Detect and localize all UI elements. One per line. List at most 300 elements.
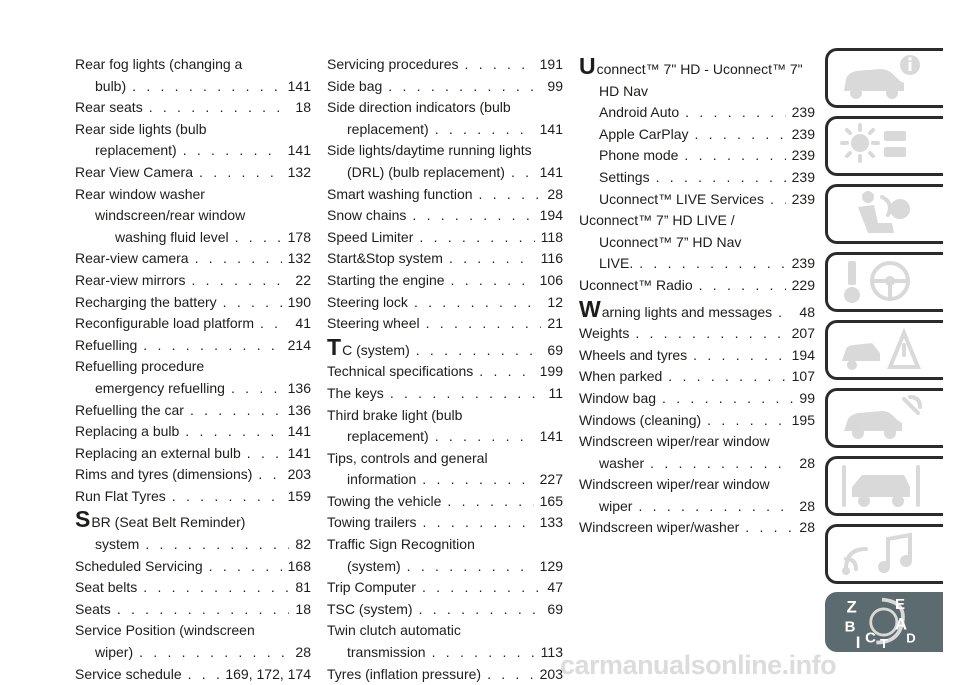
index-entry-text: wiper — [599, 497, 633, 514]
dot-leader — [656, 167, 786, 189]
index-entry-line — [327, 556, 563, 578]
dot-leader — [639, 253, 785, 275]
index-entry[interactable] — [327, 361, 563, 383]
index-entry[interactable] — [579, 410, 815, 432]
page-number[interactable]: 191 — [539, 56, 563, 72]
index-entry-text: Uconnect™ 7” HD LIVE / — [579, 212, 735, 229]
page-number[interactable]: 178 — [287, 228, 311, 245]
dot-leader — [635, 323, 785, 345]
index-entry-text: washing fluid level — [115, 228, 229, 245]
index-entry-text: washer — [599, 454, 645, 471]
index-entry[interactable] — [75, 556, 311, 578]
dot-leader — [139, 642, 289, 664]
index-entry-text: Windscreen wiper/washer — [579, 519, 740, 536]
page-number[interactable]: 141 — [287, 142, 311, 159]
index-entry-line — [327, 361, 563, 383]
dot-leader — [447, 491, 533, 513]
page-number[interactable]: 41 — [295, 315, 311, 332]
index-entry-text: Rear-view camera — [75, 250, 189, 267]
index-entry-text: Scheduled Servicing — [75, 557, 203, 574]
index-entry[interactable] — [327, 664, 563, 685]
dot-leader — [432, 642, 535, 664]
index-entry-line — [75, 464, 311, 486]
index-entry-text: Rear View Camera — [75, 163, 194, 180]
index-entry-line — [75, 76, 311, 98]
index-entry-line — [95, 378, 311, 400]
index-entry-line — [327, 76, 563, 98]
index-entry-text: information — [347, 471, 417, 488]
index-entry-line — [75, 620, 311, 642]
dot-leader — [388, 76, 541, 98]
page-number[interactable]: 129 — [539, 557, 563, 574]
page-number[interactable]: 165 — [539, 492, 563, 509]
page-number[interactable]: 239 — [791, 168, 815, 185]
page-number[interactable]: 194 — [539, 207, 563, 224]
page-number[interactable]: 195 — [791, 411, 815, 428]
index-entry-text: connect™ 7" HD - Uconnect™ 7" — [596, 61, 803, 77]
index-letter: E — [895, 595, 905, 613]
tab-car-info[interactable] — [825, 48, 943, 108]
index-entry[interactable] — [75, 54, 311, 97]
index-entry[interactable] — [579, 145, 815, 167]
index-entry-line — [75, 97, 311, 119]
index-entry[interactable] — [75, 421, 311, 443]
page-number[interactable]: 141 — [539, 120, 563, 137]
index-entry-text: Reconfigurable load platform — [75, 315, 254, 332]
index-entry[interactable] — [579, 323, 815, 345]
index-entry-line — [599, 102, 815, 124]
dot-leader — [145, 534, 289, 556]
index-entry-line — [599, 189, 815, 211]
page-number[interactable]: 28 — [799, 519, 815, 536]
page-number[interactable]: 190 — [287, 293, 311, 310]
index-entry-line — [327, 577, 563, 599]
index-entry-line — [75, 400, 311, 422]
index-entry[interactable] — [75, 443, 311, 465]
tab-multimedia[interactable] — [825, 524, 943, 584]
page-number[interactable]: 118 — [540, 228, 563, 245]
index-entry[interactable] — [75, 184, 311, 206]
index-entry[interactable] — [579, 388, 815, 410]
alphabetical-index-icon — [838, 594, 924, 650]
index-entry[interactable] — [75, 486, 311, 508]
page-number[interactable]: 239 — [791, 147, 815, 164]
index-entry-text: Rear seats — [75, 99, 143, 116]
page-number[interactable]: 141 — [539, 163, 563, 180]
index-entry-line — [327, 664, 563, 685]
index-entry-line — [327, 620, 563, 642]
dot-leader — [191, 270, 289, 292]
page-number[interactable]: 136 — [287, 401, 311, 418]
index-entry-text: BR (Seat Belt Reminder) — [91, 514, 246, 531]
index-entry-text: Servicing procedures — [327, 56, 459, 72]
dot-leader — [143, 577, 289, 599]
index-entry-line — [95, 227, 311, 249]
index-entry[interactable] — [75, 464, 311, 486]
page-number[interactable]: 229 — [791, 276, 815, 293]
index-entry-line — [327, 227, 563, 249]
index-entry[interactable] — [327, 270, 563, 292]
index-entry[interactable] — [75, 313, 311, 335]
tab-car-service[interactable] — [825, 388, 943, 448]
page-number[interactable]: 132 — [287, 250, 311, 267]
index-entry-text: HD Nav — [599, 82, 649, 99]
index-entry[interactable] — [327, 248, 563, 270]
dimensions-icon — [838, 461, 924, 511]
index-entry[interactable] — [327, 534, 563, 577]
index-entry-text: Rear fog lights (changing a — [75, 56, 243, 72]
index-entry[interactable] — [579, 431, 815, 474]
dot-leader — [258, 464, 281, 486]
tab-alphabetical-index[interactable] — [825, 592, 943, 652]
index-entry[interactable] — [579, 167, 815, 189]
page-number[interactable]: 194 — [791, 346, 815, 363]
page-number[interactable]: 168 — [287, 557, 311, 574]
car-warning-icon — [838, 325, 924, 375]
page-number[interactable]: 28 — [547, 185, 563, 202]
page-number[interactable]: 132 — [287, 163, 311, 180]
page-number[interactable]: 113 — [540, 644, 563, 661]
dot-leader — [668, 366, 785, 388]
index-entry-text: Uconnect™ Radio — [579, 276, 693, 293]
dot-leader — [143, 335, 281, 357]
index-entry-text: Android Auto — [599, 104, 680, 121]
index-entry[interactable] — [327, 76, 563, 98]
page-number[interactable]: 47 — [547, 579, 563, 596]
page-number[interactable]: 82 — [295, 536, 311, 553]
index-entry-line — [327, 54, 563, 76]
dot-leader — [419, 227, 534, 249]
dot-leader — [223, 292, 282, 314]
index-entry[interactable] — [75, 599, 311, 621]
index-entry-text: Snow chains — [327, 207, 407, 224]
page-number[interactable]: 239 — [791, 104, 815, 121]
index-entry-line — [327, 270, 563, 292]
dot-leader — [479, 184, 542, 206]
index-entry-text: C (system) — [342, 341, 410, 358]
page-number[interactable]: 199 — [539, 363, 563, 380]
index-entry[interactable] — [75, 577, 311, 599]
index-entry-line — [579, 431, 815, 453]
dot-leader — [407, 556, 534, 578]
page-number[interactable]: 81 — [295, 579, 311, 596]
page-number[interactable]: 136 — [287, 379, 311, 396]
page-number[interactable]: 106 — [539, 271, 563, 288]
dot-leader — [231, 378, 282, 400]
index-entry[interactable] — [579, 295, 815, 324]
page-number[interactable]: 133 — [539, 514, 563, 531]
page-number[interactable]: 107 — [791, 368, 815, 385]
index-entry[interactable] — [579, 53, 815, 102]
index-entry-text: Steering wheel — [327, 315, 420, 332]
index-entry-line — [327, 599, 563, 621]
index-entry[interactable] — [327, 292, 563, 314]
index-entry-line — [579, 232, 815, 254]
index-entry-line — [327, 292, 563, 314]
dot-leader — [745, 517, 793, 539]
page-number[interactable]: 159 — [287, 487, 311, 504]
index-entry[interactable] — [327, 599, 563, 621]
index-entry[interactable] — [579, 210, 815, 275]
section-initial-letter: S — [75, 506, 91, 533]
index-entry-line — [75, 162, 311, 184]
index-entry-line — [579, 453, 815, 475]
dot-leader — [199, 162, 282, 184]
index-entry[interactable] — [579, 275, 815, 297]
index-entry-text: Tyres (inflation pressure) — [327, 665, 482, 682]
index-entry[interactable] — [327, 620, 563, 663]
index-entry-text: Rear window washer — [75, 185, 205, 202]
dot-leader — [435, 119, 534, 141]
dot-leader — [638, 496, 793, 518]
page-number[interactable]: 21 — [547, 315, 563, 332]
index-entry-text: Tips, controls and general — [327, 449, 488, 466]
chapter-tab-strip — [825, 48, 960, 658]
index-entry[interactable] — [579, 474, 815, 517]
page-number[interactable]: 12 — [547, 293, 563, 310]
car-service-wrench-icon — [838, 393, 924, 443]
page-number[interactable]: 28 — [799, 454, 815, 471]
dot-leader — [188, 664, 220, 685]
dot-leader — [707, 410, 785, 432]
index-entry[interactable] — [579, 189, 815, 211]
index-entry-line — [75, 421, 311, 443]
index-entry-line — [579, 275, 815, 297]
page-number[interactable]: 239 — [791, 125, 815, 142]
page-number[interactable]: 22 — [295, 271, 311, 288]
index-entry-line — [327, 383, 563, 405]
dot-leader — [662, 388, 793, 410]
page-number[interactable]: 141 — [287, 77, 311, 94]
index-entry[interactable] — [327, 227, 563, 249]
page-number[interactable]: 99 — [547, 77, 563, 94]
index-entry-line — [599, 124, 815, 146]
index-entry-line — [75, 270, 311, 292]
index-entry[interactable] — [327, 405, 563, 448]
index-entry-text: Side bag — [327, 77, 383, 94]
index-entry-line — [579, 410, 815, 432]
index-entry-text: TSC (system) — [327, 600, 413, 617]
index-entry-text: (system) — [347, 557, 401, 574]
index-entry-line — [327, 119, 563, 141]
dot-leader — [650, 453, 793, 475]
index-entry-line — [599, 145, 815, 167]
index-entry[interactable] — [75, 270, 311, 292]
watermark: carmanualsonline.info — [560, 650, 837, 680]
index-entry[interactable] — [75, 620, 311, 663]
index-entry-line — [327, 469, 563, 491]
index-entry-text: Wheels and tyres — [579, 346, 688, 363]
car-info-icon — [838, 53, 924, 103]
index-column-1 — [75, 54, 311, 685]
dot-leader — [132, 76, 282, 98]
index-entry-text: emergency refuelling — [95, 379, 225, 396]
page-number[interactable]: 69 — [547, 341, 563, 358]
index-entry-line — [75, 292, 311, 314]
index-entry-text: Replacing an external bulb — [75, 444, 241, 461]
tab-key-steering-wheel[interactable] — [825, 252, 943, 312]
index-entry-line — [327, 162, 563, 184]
index-entry-text: Side lights/daytime running lights — [327, 142, 532, 159]
dot-leader — [449, 248, 535, 270]
dot-leader — [426, 313, 542, 335]
index-entry-text: Refuelling — [75, 336, 138, 353]
index-entry-line — [599, 167, 815, 189]
index-entry[interactable] — [327, 140, 563, 183]
dot-leader — [684, 145, 785, 167]
index-entry[interactable] — [327, 577, 563, 599]
multimedia-icon — [838, 529, 924, 579]
dot-leader — [770, 189, 786, 211]
page-number[interactable]: 69 — [547, 600, 563, 617]
index-entry-line — [579, 210, 815, 232]
index-entry-text: When parked — [579, 368, 663, 385]
page-number[interactable]: 239 — [791, 190, 815, 207]
index-letter: D — [906, 630, 916, 646]
index-entry-line — [579, 496, 815, 518]
page-number[interactable]: 214 — [287, 336, 311, 353]
index-entry-line — [75, 534, 311, 556]
index-entry[interactable] — [327, 54, 563, 76]
page-number[interactable]: 18 — [295, 99, 311, 116]
page-number[interactable]: 239 — [791, 255, 815, 272]
page-number[interactable]: 141 — [287, 444, 311, 461]
index-entry[interactable] — [75, 97, 311, 119]
tab-car-warning[interactable] — [825, 320, 943, 380]
page-number[interactable]: 203 — [539, 665, 563, 682]
page-number[interactable]: 18 — [295, 600, 311, 617]
index-entry-line — [327, 642, 563, 664]
index-entry-line — [327, 97, 563, 119]
index-entry[interactable] — [75, 205, 311, 248]
page-number[interactable]: 203 — [287, 466, 311, 483]
page-number[interactable]: 11 — [548, 384, 563, 401]
index-entry-text: Service Position (windscreen — [75, 622, 255, 639]
index-entry[interactable] — [579, 345, 815, 367]
index-entry[interactable] — [327, 205, 563, 227]
index-entry-line — [579, 345, 815, 367]
index-entry-text: Seat belts — [75, 579, 138, 596]
index-entry[interactable] — [75, 292, 311, 314]
tab-dimensions[interactable] — [825, 456, 943, 516]
index-entry-line — [579, 388, 815, 410]
dot-leader — [511, 162, 534, 184]
dot-leader — [117, 599, 290, 621]
dot-leader — [260, 313, 289, 335]
index-entry[interactable] — [75, 119, 311, 162]
index-entry[interactable] — [75, 378, 311, 400]
dot-leader — [412, 205, 533, 227]
index-entry[interactable] — [579, 102, 815, 124]
index-entry-text: Window bag — [579, 389, 657, 406]
index-entry[interactable] — [327, 313, 563, 335]
index-entry[interactable] — [327, 383, 563, 405]
page-number[interactable]: 227 — [539, 471, 563, 488]
page-number[interactable]: 48 — [799, 303, 815, 320]
dot-leader — [693, 345, 785, 367]
index-entry[interactable] — [75, 664, 311, 685]
index-entry-line — [75, 313, 311, 335]
index-entry[interactable] — [327, 491, 563, 513]
page-number[interactable]: 169, 172, 174 — [225, 665, 311, 682]
index-entry[interactable] — [579, 366, 815, 388]
index-entry[interactable] — [75, 248, 311, 270]
dot-leader — [422, 469, 533, 491]
index-entry-line — [579, 295, 815, 324]
index-entry[interactable] — [75, 356, 311, 378]
index-entry-line — [75, 356, 311, 378]
index-entry[interactable] — [327, 333, 563, 362]
index-entry[interactable] — [75, 400, 311, 422]
index-entry-text: (DRL) (bulb replacement) — [347, 163, 505, 180]
dot-leader — [487, 664, 534, 685]
page-number[interactable]: 207 — [791, 325, 815, 342]
dot-leader — [465, 54, 534, 76]
dot-leader — [390, 383, 543, 405]
index-entry-line — [327, 140, 563, 162]
index-entry[interactable] — [75, 335, 311, 357]
index-entry-line — [327, 313, 563, 335]
index-entry-text: Windows (cleaning) — [579, 411, 702, 428]
index-entry-line — [579, 323, 815, 345]
index-entry-line — [327, 405, 563, 427]
index-letter: T — [880, 636, 889, 650]
index-letter: Z — [846, 597, 857, 617]
index-entry[interactable] — [579, 124, 815, 146]
index-entry-line — [75, 119, 311, 141]
index-entry-text: bulb) — [95, 77, 127, 94]
index-entry-text: replacement) — [95, 142, 177, 159]
index-entry-text: Windscreen wiper/rear window — [579, 476, 770, 493]
index-entry[interactable] — [75, 162, 311, 184]
dot-leader — [435, 426, 534, 448]
index-entry-line — [327, 448, 563, 470]
index-entry-text: Refuelling procedure — [75, 358, 205, 375]
index-entry-text: system — [95, 536, 140, 553]
index-column-2 — [327, 54, 563, 685]
index-entry-line — [75, 184, 311, 206]
section-initial-letter: U — [579, 53, 596, 79]
index-entry[interactable] — [327, 184, 563, 206]
index-entry-text: windscreen/rear window — [95, 207, 246, 224]
index-entry-text: replacement) — [347, 120, 429, 137]
index-entry-line — [75, 664, 311, 685]
tab-seat-airbag[interactable] — [825, 184, 943, 244]
page-number[interactable]: 28 — [799, 497, 815, 514]
index-entry-text: Trip Computer — [327, 579, 416, 596]
index-entry-line — [75, 506, 311, 534]
index-entry[interactable] — [75, 506, 311, 555]
index-entry-text: Uconnect™ LIVE Services — [599, 190, 764, 207]
page-number[interactable]: 141 — [287, 423, 311, 440]
tab-dashboard-lights[interactable] — [825, 116, 943, 176]
index-entry-text: LIVE. — [599, 255, 634, 272]
index-entry[interactable] — [327, 512, 563, 534]
dot-leader — [416, 340, 542, 362]
index-entry[interactable] — [327, 97, 563, 140]
index-column-3 — [579, 54, 815, 539]
index-entry-text: Service schedule — [75, 665, 182, 682]
page-number[interactable]: 28 — [295, 644, 311, 661]
index-entry-line — [327, 491, 563, 513]
key-steering-wheel-icon — [838, 257, 924, 307]
dot-leader — [209, 556, 282, 578]
page-number[interactable]: 99 — [799, 389, 815, 406]
index-entry[interactable] — [579, 517, 815, 539]
page-number[interactable]: 116 — [540, 250, 563, 267]
page-number[interactable]: 141 — [539, 428, 563, 445]
index-entry[interactable] — [327, 448, 563, 491]
